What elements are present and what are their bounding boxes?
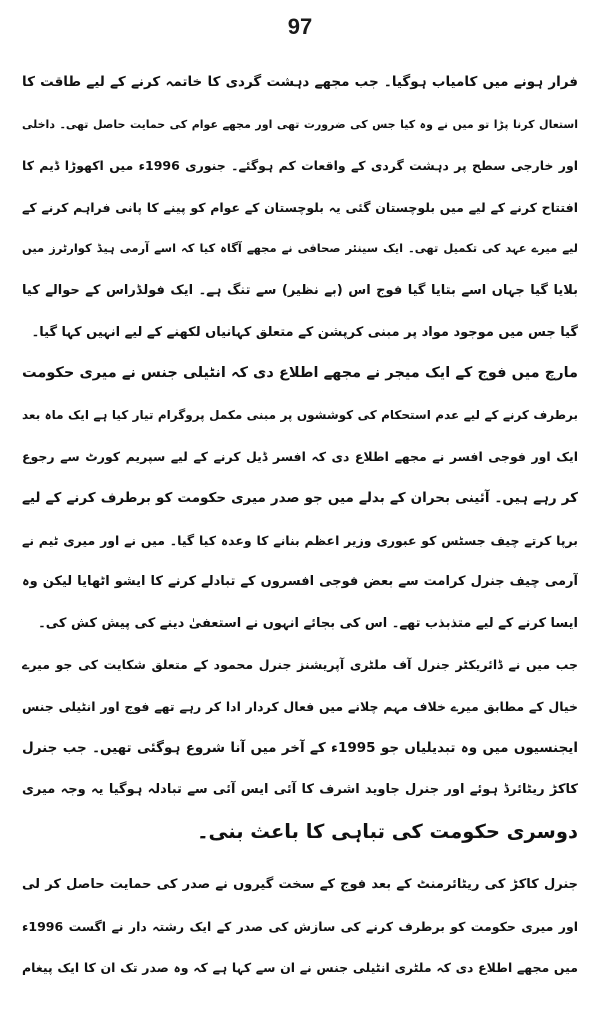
- text-line: اور میری حکومت کو برطرف کرنے کی سازش کی صدر کے ایک رشتہ دار نے اگست 1996ء: [22, 918, 578, 934]
- page-number: 97: [287, 14, 313, 39]
- text-line: فرار ہونے میں کامیاب ہوگیا۔ جب مجھے دہشت گردی کا خاتمہ کرنے کے لیے طاقت کا: [22, 74, 578, 90]
- text-line: بلایا گیا جہاں اسے بتایا گیا فوج اس (بے نظیر) سے تنگ ہے۔ ایک فولڈراس کے حوالے کیا: [22, 282, 578, 298]
- text-line: لیے میرے عہد کی تکمیل تھی۔ ایک سینئر صحافی نے مجھے آگاہ کیا کہ اسے آرمی ہیڈ کوارٹرز میں: [22, 241, 578, 256]
- text-line: ایجنسیوں میں وہ تبدیلیاں جو 1995ء کے آخر میں آنا شروع ہوگئی تھیں۔ جب جنرل: [22, 739, 578, 756]
- text-line: کر رہے ہیں۔ آئینی بحران کے بدلے میں جو صدر میری حکومت کو برطرف کرنے کے لیے: [22, 489, 578, 506]
- page-text: [22, 62, 578, 989]
- text-line: جب میں نے ڈائریکٹر جنرل آف ملٹری آپریشنز جنرل محمود کے متعلق شکایت کی جو میرے: [22, 657, 578, 673]
- text-line: برپا کرتے چیف جسٹس کو عبوری وزیر اعظم بنانے کا وعدہ کیا گیا۔ میں نے اور میری ٹیم نے: [22, 532, 578, 548]
- text-line: خیال کے مطابق میرے خلاف مہم چلانے میں فعال کردار ادا کر رہے تھے فوج اور انٹیلی جنس: [22, 698, 578, 714]
- text-line: اور خارجی سطح پر دہشت گردی کے واقعات کم ہوگئے۔ جنوری 1996ء میں اکھوڑا ڈیم کا: [22, 158, 578, 174]
- text-line: استعال کرنا پڑا تو میں نے وہ کیا جس کی ضرورت تھی اور مجھے عوام کی حمایت حاصل تھی۔ داخلی: [22, 117, 578, 131]
- text-line: میں مجھے اطلاع دی کہ ملٹری انٹیلی جنس نے ان سے کہا ہے کہ وہ صدر تک ان کا ایک پیغام: [22, 960, 578, 976]
- text-line: گیا جس میں موجود مواد پر مبنی کرپشن کے متعلق کہانیاں لکھنے کے لیے انہیں کہا گیا۔: [31, 324, 578, 340]
- text-line: جنرل کاکڑ کی ریٹائرمنٹ کے بعد فوج کے سخت گیروں نے صدر کی حمایت حاصل کر لی: [22, 877, 578, 893]
- text-line: افتتاح کرنے کے لیے میں بلوچستان گئی یہ بلوچستان کے عوام کو پینے کا پانی فراہم کرنے کے: [22, 199, 578, 215]
- text-line: ایسا کرنے کے لیے متذبذب تھے۔ اس کی بجائے انہوں نے استعفیٰ دینے کی پیش کش کی۔: [38, 615, 578, 631]
- text-line: آرمی چیف جنرل کرامت سے بعض فوجی افسروں کے تبادلے کرنے کا ایشو اٹھایا لیکن وہ: [22, 574, 578, 590]
- text-line: ایک اور فوجی افسر نے مجھے اطلاع دی کہ افسر ڈیل کرنے کے لیے سپریم کورٹ سے رجوع: [22, 449, 578, 465]
- text-line: دوسری حکومت کی تباہی کا باعث بنی۔: [197, 819, 578, 843]
- text-line: برطرف کرنے کے لیے عدم استحکام کی کوششوں پر مبنی مکمل پروگرام تیار کیا ہے ایک ماہ بعد: [22, 407, 578, 422]
- text-line: کاکڑ ریٹائرڈ ہوئے اور جنرل جاوید اشرف کا آئی ایس آئی سے تبادلہ ہوگیا یہ وجہ میری: [22, 782, 578, 798]
- text-line: مارچ میں فوج کے ایک میجر نے مجھے اطلاع دی کہ انٹیلی جنس نے میری حکومت: [22, 365, 578, 382]
